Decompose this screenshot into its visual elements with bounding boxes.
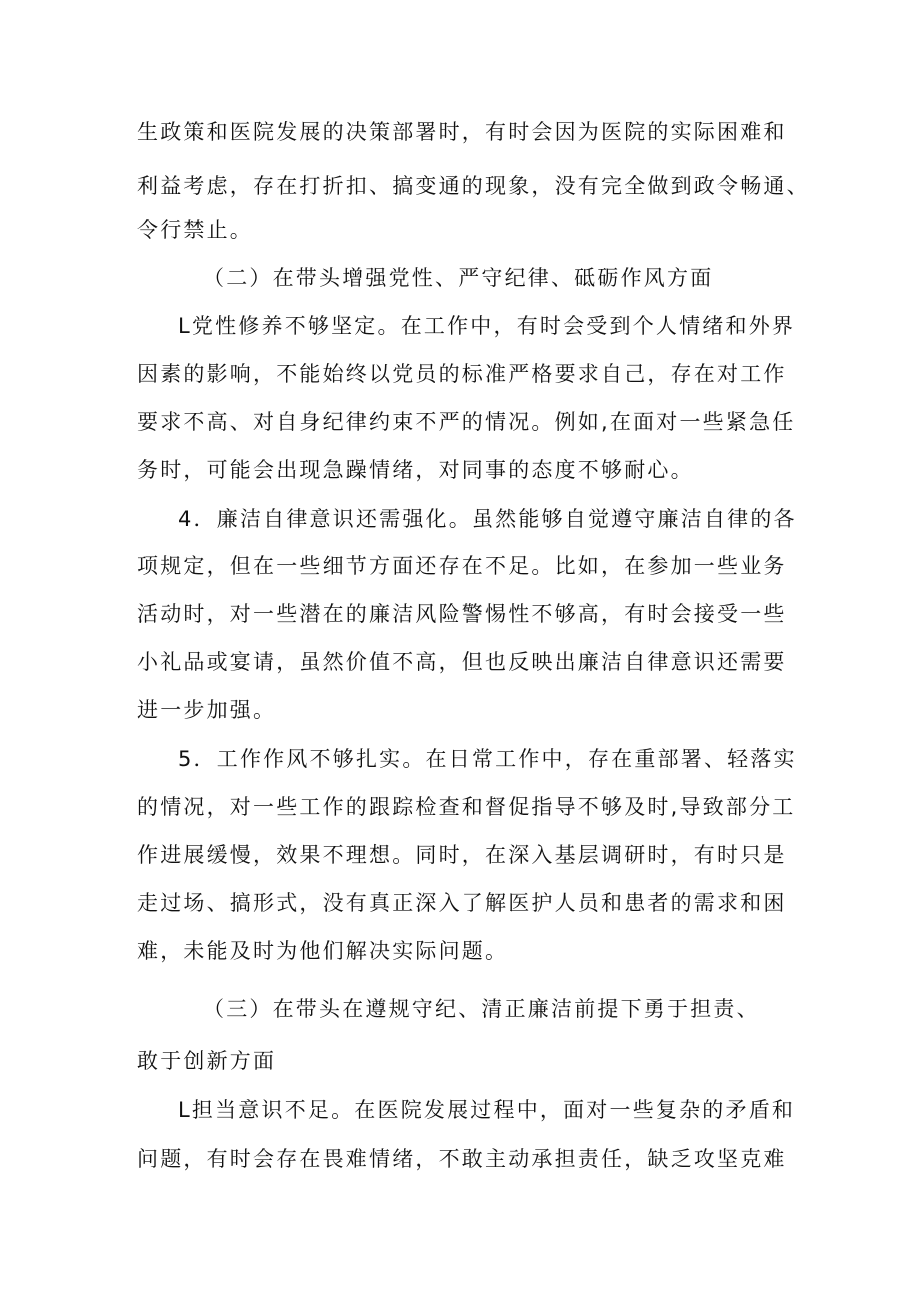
body-text-line: 4．廉洁自律意识还需强化。虽然能够自觉遵守廉洁自律的各 xyxy=(178,507,797,531)
body-text-line: 要求不高、对自身纪律约束不严的情况。例如,在面对一些紧急任 xyxy=(137,410,796,434)
section-heading: （三）在带头在遵规守纪、清正廉洁前提下勇于担责、 xyxy=(203,997,760,1021)
body-text-line: 作进展缓慢，效果不理想。同时，在深入基层调研时，有时只是 xyxy=(137,843,787,867)
body-text-line: 利益考虑，存在打折扣、搞变通的现象，没有完全做到政令畅通、 xyxy=(137,174,810,198)
body-text-line: 问题，有时会存在畏难情绪，不敢主动承担责任，缺乏攻坚克难 xyxy=(137,1147,787,1171)
body-text-line: 因素的影响，不能始终以党员的标准严格要求自己，存在对工作 xyxy=(137,362,787,386)
body-text-line: 的情况，对一些工作的跟踪检查和督促指导不够及时,导致部分工 xyxy=(137,795,796,819)
section-heading-continuation: 敢于创新方面 xyxy=(137,1049,277,1073)
body-text-line: L党性修养不够坚定。在工作中，有时会受到个人情绪和外界 xyxy=(178,314,796,338)
body-text-line: 难，未能及时为他们解决实际问题。 xyxy=(137,939,509,963)
body-text-line: 5．工作作风不够扎实。在日常工作中，存在重部署、轻落实 xyxy=(178,747,797,771)
section-heading: （二）在带头增强党性、严守纪律、砥砺作风方面 xyxy=(203,266,714,290)
body-text-line: 小礼品或宴请，虽然价值不高，但也反映出廉洁自律意识还需要 xyxy=(137,650,787,674)
body-text-line: 进一步加强。 xyxy=(137,698,277,722)
body-text-line: 项规定，但在一些细节方面还存在不足。比如，在参加一些业务 xyxy=(137,554,787,578)
body-text-line: 令行禁止。 xyxy=(137,218,253,242)
body-text-line: 活动时，对一些潜在的廉洁风险警惕性不够高，有时会接受一些 xyxy=(137,602,787,626)
body-text-line: 走过场、搞形式，没有真正深入了解医护人员和患者的需求和困 xyxy=(137,891,787,915)
body-text-line: L担当意识不足。在医院发展过程中，面对一些复杂的矛盾和 xyxy=(178,1098,796,1122)
body-text-line: 生政策和医院发展的决策部署时，有时会因为医院的实际困难和 xyxy=(137,120,787,144)
body-text-line: 务时，可能会出现急躁情绪，对同事的态度不够耐心。 xyxy=(137,458,694,482)
